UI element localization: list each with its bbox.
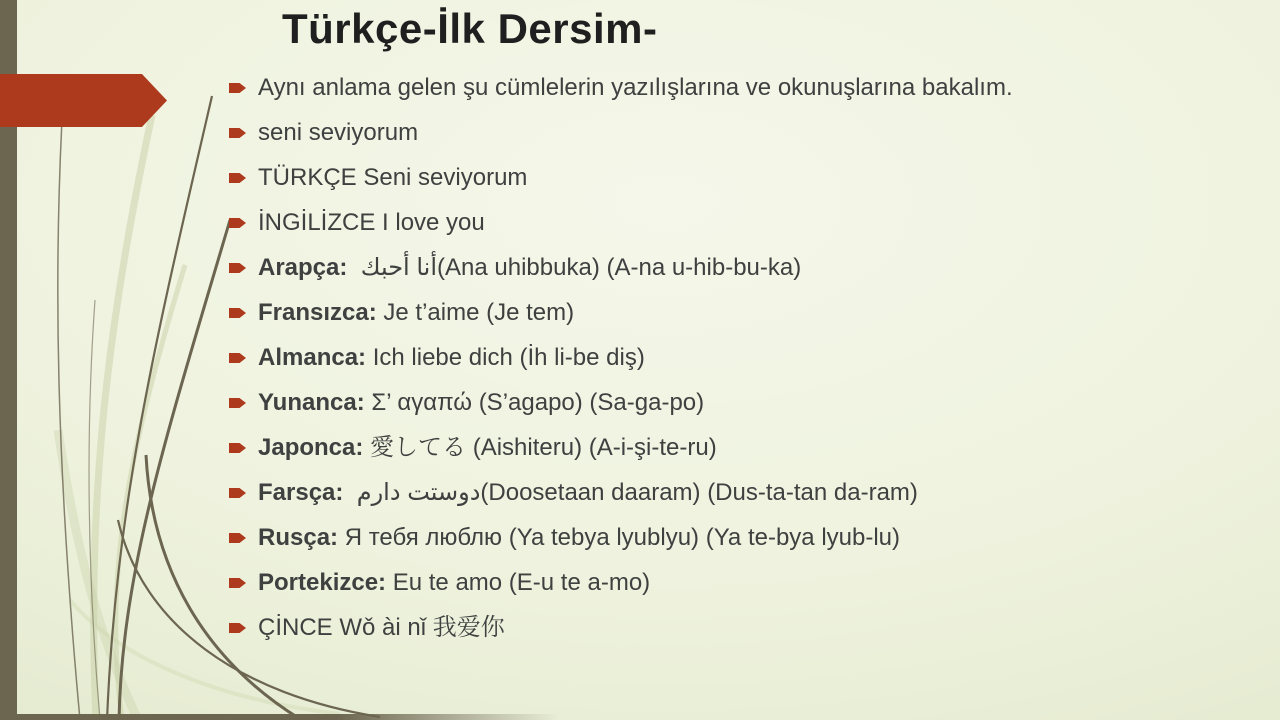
bullet-text: Aynı anlama gelen şu cümlelerin yazılışlarına ve okunuşlarına bakalım. (258, 74, 1013, 101)
bullet-label: Yunanca: (258, 389, 365, 416)
bullet-text: Je t’aime (Je tem) (376, 299, 575, 326)
slide-title: Türkçe-İlk Dersim- (282, 5, 658, 52)
bullet-arrow-icon (229, 82, 246, 94)
list-item (229, 434, 1139, 462)
bullet-text: Eu te amo (E-u te a-mo) (386, 569, 651, 596)
bottom-accent-band (0, 714, 560, 720)
bullet-arrow-icon (229, 622, 246, 634)
bullet-text: İNGİLİZCE I love you (258, 209, 485, 236)
bullet-content (258, 74, 1139, 102)
bullet-label: Portekizce: (258, 569, 387, 596)
bullet-text: seni seviyorum (258, 119, 419, 146)
bullet-text: دوستت دارم(Doosetaan daaram) (Dus-ta-tan da-ram) (343, 479, 918, 506)
bullet-arrow-icon (229, 172, 246, 184)
bullet-arrow-icon (229, 262, 246, 274)
bullet-content (258, 254, 1139, 282)
arrow-right-shape (0, 74, 167, 127)
bullet-label: Fransızca: (258, 299, 377, 326)
bullet-text: Σ’ αγαπώ (S’agapo) (Sa-ga-po) (364, 389, 705, 416)
bullet-label: Farsça: (258, 479, 344, 506)
list-item (229, 254, 1139, 282)
bullet-content (258, 119, 1139, 147)
list-item (229, 74, 1139, 102)
list-item (229, 119, 1139, 147)
bullet-text: Я тебя люблю (Ya tebya lyublyu) (Ya te-bya lyub-lu) (338, 524, 901, 551)
bullet-content (258, 164, 1139, 192)
list-item (229, 164, 1139, 192)
list-item (229, 389, 1139, 417)
list-item (229, 524, 1139, 552)
bullet-label: Japonca: (258, 434, 364, 461)
bullet-arrow-icon (229, 397, 246, 409)
bullet-content (258, 344, 1139, 372)
bullet-label: Rusça: (258, 524, 339, 551)
bullet-content (258, 614, 1139, 642)
bullet-text: 愛してる (Aishiteru) (A-i-şi-te-ru) (363, 434, 717, 461)
bullet-text: TÜRKÇE Seni seviyorum (258, 164, 528, 191)
bullet-arrow-icon (229, 487, 246, 499)
bullet-arrow-icon (229, 217, 246, 229)
bullet-text: أنا أحبك(Ana uhibbuka) (A-na u-hib-bu-ka) (347, 254, 802, 281)
list-item (229, 614, 1139, 642)
bullet-text: ÇİNCE Wǒ ài nǐ 我爱你 (258, 614, 505, 641)
bullet-arrow-icon (229, 577, 246, 589)
bullet-arrow-icon (229, 442, 246, 454)
list-item (229, 569, 1139, 597)
bullet-content (258, 209, 1139, 237)
list-item (229, 479, 1139, 507)
bullet-content (258, 569, 1139, 597)
bullet-content (258, 479, 1139, 507)
list-item (229, 344, 1139, 372)
bullet-content (258, 389, 1139, 417)
bullet-content (258, 299, 1139, 327)
bullet-label: Almanca: (258, 344, 367, 371)
bullet-content (258, 524, 1139, 552)
bullet-label: Arapça: (258, 254, 348, 281)
bullet-arrow-icon (229, 307, 246, 319)
list-item (229, 299, 1139, 327)
list-item (229, 209, 1139, 237)
bullet-content (258, 434, 1139, 462)
bullet-arrow-icon (229, 352, 246, 364)
bullet-arrow-icon (229, 532, 246, 544)
bullet-arrow-icon (229, 127, 246, 139)
bullet-text: Ich liebe dich (İh li-be diş) (366, 344, 645, 371)
bullet-list (229, 74, 1139, 659)
